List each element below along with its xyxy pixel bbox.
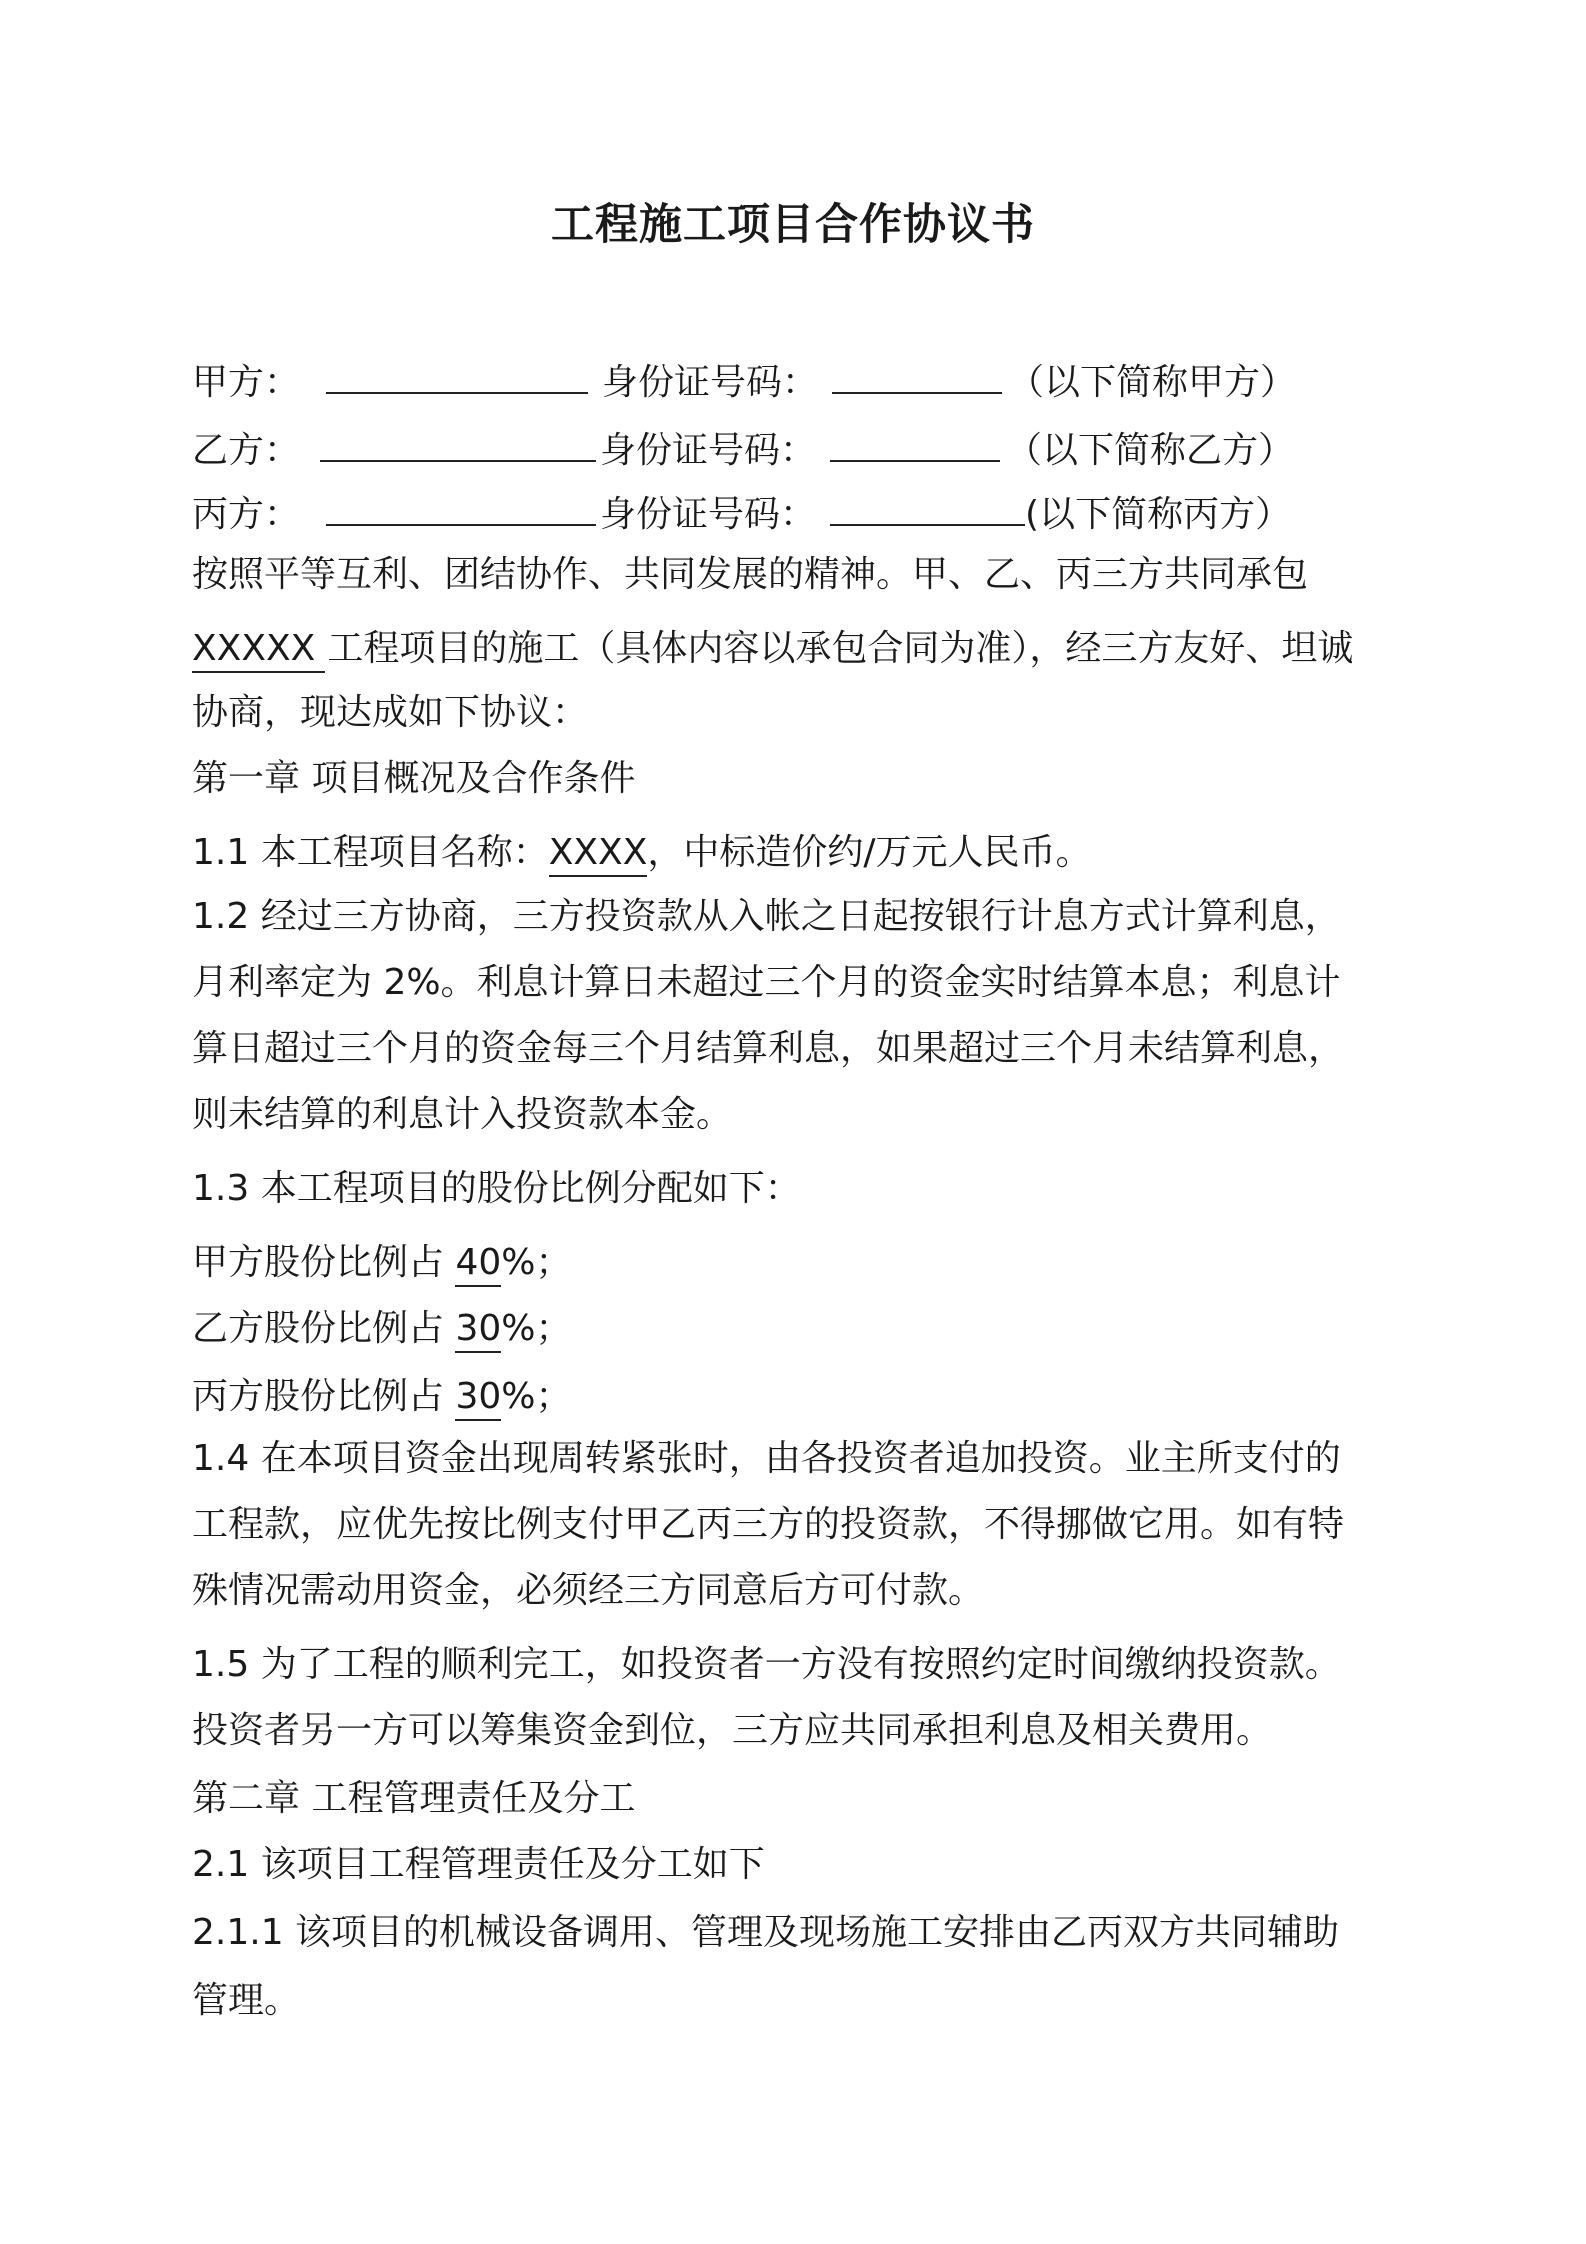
share-label: 丙方股份比例占 (192, 1376, 456, 1417)
id-label: 身份证号码： (600, 494, 817, 535)
clause-1-4-line-1: 1.4 在本项目资金出现周转紧张时，由各投资者追加投资。业主所支付的 (192, 1438, 1341, 1479)
party-suffix: （以下简称甲方） (1008, 362, 1297, 403)
clause-1-4-line-2: 工程款，应优先按比例支付甲乙丙三方的投资款，不得挪做它用。如有特 (192, 1504, 1345, 1545)
share-row-a (192, 1238, 571, 1288)
party-label: 甲方： (192, 362, 301, 403)
clause-2-1-1-line-1: 2.1.1 该项目的机械设备调用、管理及现场施工安排由乙丙双方共同辅助 (192, 1912, 1340, 1953)
party-name-blank (326, 352, 588, 394)
clause-1-3: 1.3 本工程项目的股份比例分配如下： (192, 1168, 801, 1209)
intro-line-3: 协商，现达成如下协议： (192, 692, 589, 733)
document-title: 工程施工项目合作协议书 (551, 200, 1035, 250)
clause-1-2-line-1: 1.2 经过三方协商，三方投资款从入帐之日起按银行计息方式计算利息， (192, 896, 1341, 937)
project-placeholder: XXXXX (192, 627, 325, 673)
party-row-a (192, 352, 1296, 408)
party-label: 乙方： (192, 430, 301, 471)
party-name-blank (326, 484, 596, 526)
clause-1-2-line-3: 算日超过三个月的资金每三个月结算利息，如果超过三个月未结算利息， (192, 1028, 1345, 1069)
clause-2-1: 2.1 该项目工程管理责任及分工如下 (192, 1844, 765, 1885)
share-value: 30 (455, 1375, 501, 1421)
party-suffix: （以下简称乙方） (1006, 430, 1295, 471)
chapter-1-heading: 第一章 项目概况及合作条件 (192, 758, 636, 799)
project-name: XXXX (549, 831, 648, 877)
share-row-b (192, 1304, 571, 1354)
share-label: 甲方股份比例占 (192, 1242, 456, 1283)
share-row-c (192, 1372, 571, 1422)
id-label: 身份证号码： (600, 430, 817, 471)
party-name-blank (320, 420, 596, 462)
party-row-b (192, 420, 1294, 476)
clause-1-4-line-3: 殊情况需动用资金，必须经三方同意后方可付款。 (192, 1570, 985, 1611)
party-row-c (192, 484, 1291, 540)
clause-1-5-line-1: 1.5 为了工程的顺利完工，如投资者一方没有按照约定时间缴纳投资款。 (192, 1644, 1341, 1685)
id-number-blank (832, 352, 1002, 394)
id-number-blank (830, 420, 1000, 462)
clause-1-1 (192, 828, 1092, 878)
share-value: 40 (455, 1241, 501, 1287)
clause-1-5-line-2: 投资者另一方可以筹集资金到位，三方应共同承担利息及相关费用。 (192, 1710, 1273, 1751)
chapter-2-heading: 第二章 工程管理责任及分工 (192, 1778, 636, 1819)
clause-1-2-line-2: 月利率定为 2%。利息计算日未超过三个月的资金实时结算本息；利息计 (192, 962, 1341, 1003)
share-value: 30 (455, 1307, 501, 1353)
clause-1-2-line-4: 则未结算的利息计入投资款本金。 (192, 1094, 733, 1135)
share-suffix: %； (501, 1376, 572, 1417)
id-number-blank (830, 484, 1025, 526)
share-suffix: %； (501, 1308, 572, 1349)
intro-line-2 (192, 624, 1353, 674)
clause-1-1-label: 1.1 本工程项目名称： (192, 832, 549, 873)
share-label: 乙方股份比例占 (192, 1308, 456, 1349)
clause-2-1-1-line-2: 管理。 (192, 1980, 301, 2021)
intro-line-1: 按照平等互利、团结协作、共同发展的精神。甲、乙、丙三方共同承包 (192, 554, 1309, 595)
share-suffix: %； (501, 1242, 572, 1283)
party-label: 丙方： (192, 494, 301, 535)
clause-1-1-text: ，中标造价约/万元人民币。 (647, 832, 1092, 873)
id-label: 身份证号码： (602, 362, 819, 403)
party-suffix: (以下简称丙方） (1025, 494, 1292, 535)
intro-line-2-text: 工程项目的施工（具体内容以承包合同为准），经三方友好、坦诚 (327, 628, 1354, 669)
